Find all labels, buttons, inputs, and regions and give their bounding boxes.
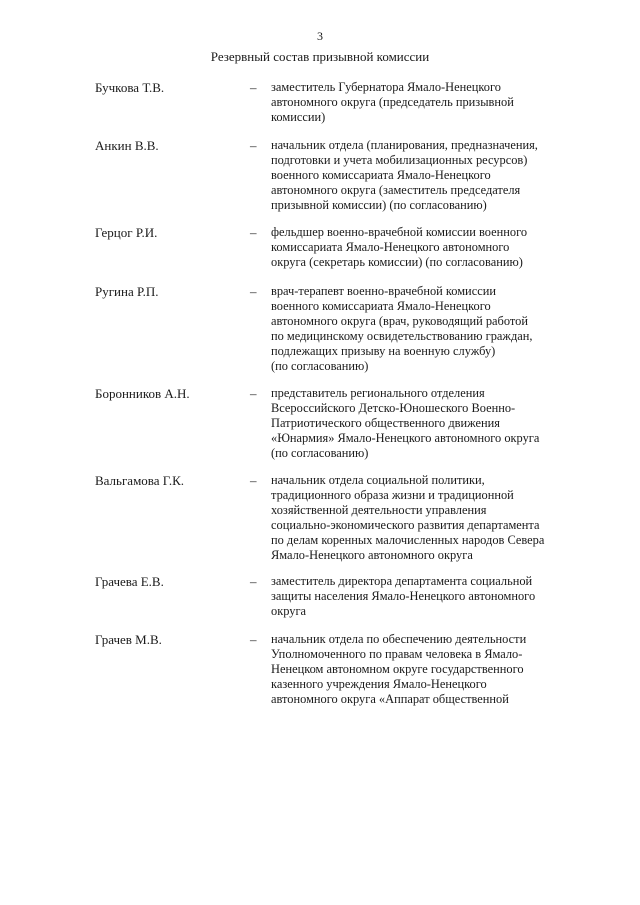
description-line: военного комиссариата Ямало-Ненецкого [271, 299, 491, 313]
description-line: (по согласованию) [271, 359, 369, 373]
member-dash: – [250, 632, 257, 647]
description-line: комиссариата Ямало-Ненецкого автономного [271, 240, 510, 254]
member-description [271, 225, 611, 270]
member-dash: – [250, 473, 257, 488]
member-name: Ругина Р.П. [95, 284, 159, 299]
description-line: представитель регионального отделения [271, 386, 485, 400]
member-dash: – [250, 138, 257, 153]
description-line: защиты населения Ямало-Ненецкого автономного [271, 589, 536, 603]
description-line: по медицинскому освидетельствованию граждан, [271, 329, 533, 343]
description-line: по делам коренных малочисленных народов Севера [271, 533, 545, 547]
description-line: Патриотического общественного движения [271, 416, 500, 430]
description-line: округа [271, 604, 307, 618]
member-description [271, 574, 611, 619]
description-line: автономного округа (заместитель председателя [271, 183, 521, 197]
member-dash: – [250, 80, 257, 95]
description-line: заместитель директора департамента социальной [271, 574, 533, 588]
description-line: заместитель Губернатора Ямало-Ненецкого [271, 80, 501, 94]
description-line: хозяйственной деятельности управления [271, 503, 487, 517]
description-line: автономного округа «Аппарат общественной [271, 692, 509, 706]
member-name: Грачева Е.В. [95, 574, 164, 589]
description-line: социально-экономического развития департамента [271, 518, 540, 532]
description-line: автономного округа (врач, руководящий работой [271, 314, 528, 328]
member-name: Анкин В.В. [95, 138, 159, 153]
description-line: «Юнармия» Ямало-Ненецкого автономного округа [271, 431, 540, 445]
description-line: начальник отдела социальной политики, [271, 473, 485, 487]
description-line: подготовки и учета мобилизационных ресурсов) [271, 153, 528, 167]
member-dash: – [250, 386, 257, 401]
description-line: округа (секретарь комиссии) (по согласованию) [271, 255, 523, 269]
document-title: Резервный состав призывной комиссии [210, 49, 430, 64]
member-description [271, 386, 611, 461]
description-line: комиссии) [271, 110, 326, 124]
member-name: Боронников А.Н. [95, 386, 190, 401]
description-line: подлежащих призыву на военную службу) [271, 344, 496, 358]
description-line: (по согласованию) [271, 446, 369, 460]
description-line: врач-терапевт военно-врачебной комиссии [271, 284, 496, 298]
description-line: начальник отдела (планирования, предназначения, [271, 138, 538, 152]
member-name: Вальгамова Г.К. [95, 473, 185, 488]
description-line: казенного учреждения Ямало-Ненецкого [271, 677, 487, 691]
member-name: Бучкова Т.В. [95, 80, 165, 95]
member-description [271, 80, 611, 125]
member-description [271, 138, 611, 213]
member-dash: – [250, 284, 257, 299]
description-line: начальник отдела по обеспечению деятельности [271, 632, 527, 646]
description-line: традиционного образа жизни и традиционной [271, 488, 514, 502]
description-line: Ямало-Ненецкого автономного округа [271, 548, 473, 562]
description-line: Ненецком автономном округе государственного [271, 662, 524, 676]
member-description [271, 632, 611, 707]
description-line: призывной комиссии) (по согласованию) [271, 198, 487, 212]
member-dash: – [250, 225, 257, 240]
page-number: 3 [317, 29, 323, 43]
member-dash: – [250, 574, 257, 589]
member-name: Герцог Р.И. [95, 225, 158, 240]
description-line: Уполномоченного по правам человека в Ямало- [271, 647, 523, 661]
member-name: Грачев М.В. [95, 632, 162, 647]
member-description [271, 473, 611, 563]
description-line: автономного округа (председатель призывной [271, 95, 514, 109]
member-description [271, 284, 611, 374]
description-line: фельдшер военно-врачебной комиссии военного [271, 225, 528, 239]
description-line: Всероссийского Детско-Юношеского Военно- [271, 401, 516, 415]
description-line: военного комиссариата Ямало-Ненецкого [271, 168, 491, 182]
